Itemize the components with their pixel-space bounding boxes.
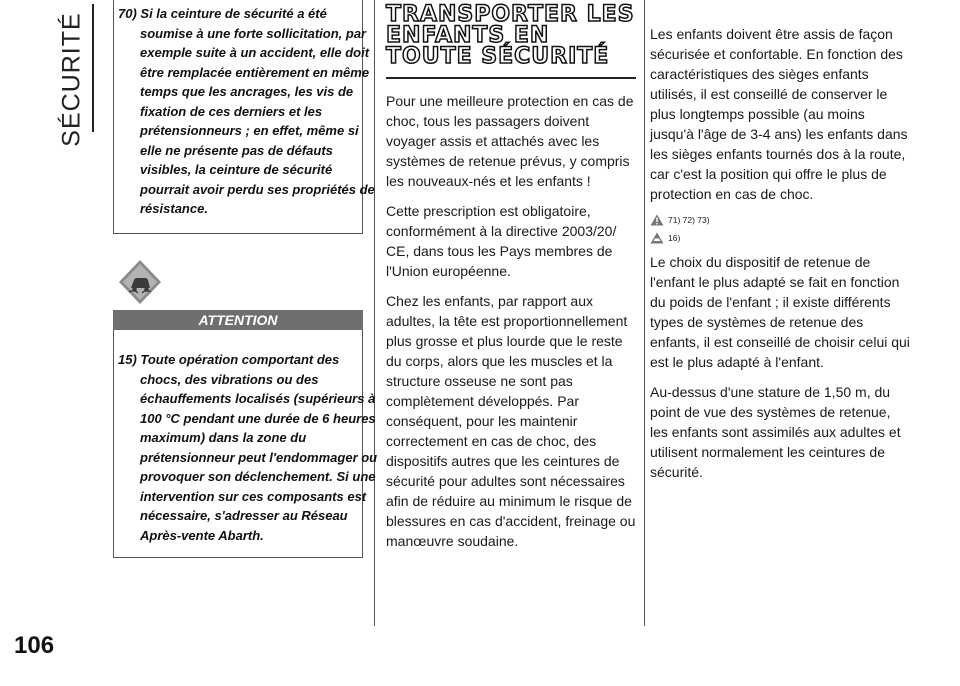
warning-refs-text: 71) 72) 73)	[668, 214, 710, 225]
section-title: TRANSPORTER LES ENFANTS EN TOUTE SÉCURITÉ	[386, 2, 635, 69]
road-hazard-warning-icon	[117, 258, 163, 306]
body-paragraph: Au-dessus d'une stature de 1,50 m, du point de vue des systèmes de retenue, les enfants sont assimilés aux adultes et utilisent normalement les ceintures de sécurité.	[650, 384, 901, 480]
attention-refs	[650, 232, 912, 244]
body-paragraph: Chez les enfants, par rapport aux adultes, la tête est proportionnellement plus grosse et plus lourde que le reste du corps, alors que les muscles et la structure osseuse ne sont pas complètement développés. Par conséquent, pour les maintenir correctement en cas de choc, des dispositifs autres que les ceintures de sécurité pour adultes sont nécessaires afin de réduire au minimum le risque de blessures en cas d'accident, freinage ou manœuvre soudaine.	[386, 293, 636, 549]
title-rule	[386, 77, 636, 79]
section-body	[386, 91, 636, 561]
warning-item: 70) Si la ceinture de sécurité a été soumise à une forte sollicitation, par exemple suite à un accident, elle doit être remplacée entièrement en même temps que les ancrages, les vis de fixation de ces derniers et les prétensionneurs ; en effet, même si elle ne présente pas de défauts visibles, la ceinture de sécurité pourrait avoir perdu ses propriétés de résistance.	[118, 6, 375, 216]
warning-refs	[650, 214, 912, 226]
right-column	[650, 24, 912, 492]
attention-refs-text: 16)	[668, 232, 681, 243]
body-paragraph: Les enfants doivent être assis de façon sécurisée et confortable. En fonction des caractéristiques des sièges enfants utilisés, il est conseillé de conserver le plus longtemps possible (au moins jusqu'à l'âge de 3-4 ans) les enfants dans les sièges enfants tournés dos à la route, car c'est la position qui offre le plus de protection en cas de choc.	[650, 26, 908, 202]
attention-header: ATTENTION	[113, 310, 363, 330]
attention-item: 15) Toute opération comportant des chocs, des vibrations ou des échauffements localisés (supérieurs à 100 °C pendant une durée de 6 heures maximum) dans la zone du prétensionneur peut l'endommager ou provoquer son déclenchement. Si une intervention sur ces composants est nécessaire, s'adresser au Réseau Après-vente Abarth.	[118, 352, 378, 543]
column-divider	[644, 0, 645, 626]
body-paragraph: Pour une meilleure protection en cas de choc, tous les passagers doivent voyager assis et attachés avec les systèmes de retenue prévus, y compris les nouveaux-nés et les enfants !	[386, 93, 634, 189]
attention-triangle-icon	[650, 232, 664, 244]
body-paragraph: Le choix du dispositif de retenue de l'enfant le plus adapté se fait en fonction du poids de l'enfant ; il existe différents types de systèmes de retenue des enfants, il est conseillé de choisir celui qui est le plus adapté à l'enfant.	[650, 254, 910, 370]
warning-triangle-icon	[650, 214, 664, 226]
page-number: 106	[14, 632, 55, 659]
side-rule	[92, 4, 94, 132]
section-label-text: SÉCURITÉ	[57, 11, 86, 147]
body-paragraph: Cette prescription est obligatoire, conformément à la directive 2003/20/ CE, dans tous les Pays membres de l'Union européenne.	[386, 203, 617, 279]
section-side-label	[52, 11, 92, 147]
